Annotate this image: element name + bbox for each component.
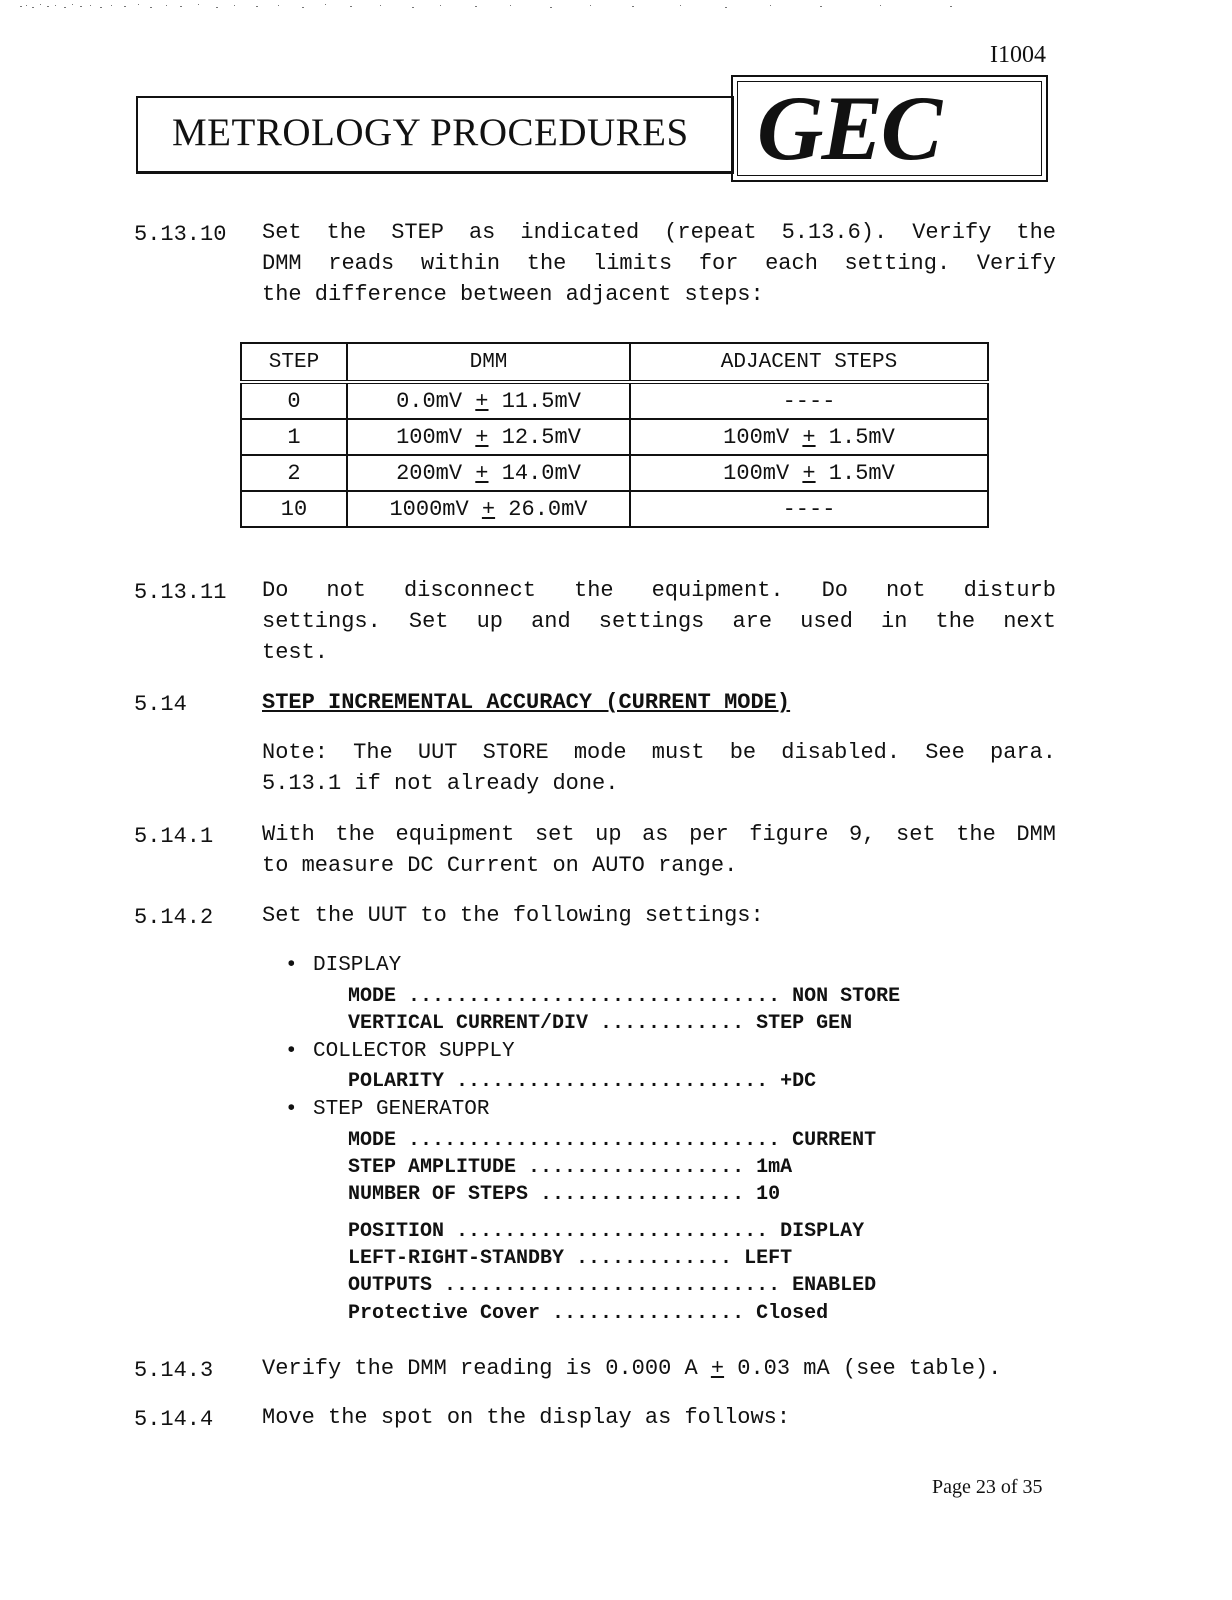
para-number: 5.13.11 <box>134 580 227 605</box>
settings-group-step-generator: • STEP GENERATOR <box>285 1098 490 1121</box>
column-header: DMM <box>347 343 630 382</box>
text-line: With the equipment set up as per figure 9, set the DMM <box>262 822 1056 847</box>
text-line: the difference between adjacent steps: <box>262 282 764 307</box>
logo-box <box>731 75 1048 182</box>
page-number: Page 23 of 35 <box>932 1476 1043 1498</box>
text-line: Set the STEP as indicated (repeat 5.13.6). Verify the <box>262 220 1056 245</box>
paragraph-5-14-4 <box>262 1402 1056 1433</box>
dmm-cell: 200mV + 14.0mV <box>347 455 630 491</box>
text-line: DMM reads within the limits for each setting. Verify <box>262 251 1056 276</box>
header-title-box <box>136 96 734 174</box>
step-accuracy-table <box>240 342 989 528</box>
setting-row: MODE ............................... NON STORE <box>348 985 901 1008</box>
setting-row: LEFT-RIGHT-STANDBY ............. LEFT <box>348 1247 793 1270</box>
paragraph-5-14-1 <box>262 819 1056 881</box>
text-line: Do not disconnect the equipment. Do not disturb <box>262 578 1056 603</box>
section-heading: STEP INCREMENTAL ACCURACY (CURRENT MODE) <box>262 690 791 715</box>
text-line: to measure DC Current on AUTO range. <box>262 853 738 878</box>
settings-group-collector: • COLLECTOR SUPPLY <box>285 1040 515 1063</box>
section-5-14 <box>262 687 1056 718</box>
setting-row: STEP AMPLITUDE .................. 1mA <box>348 1156 793 1179</box>
text-line: settings. Set up and settings are used in the next <box>262 609 1056 634</box>
para-number: 5.13.10 <box>134 222 227 247</box>
text-line: Set the UUT to the following settings: <box>262 903 764 928</box>
adjacent-cell: ---- <box>630 491 988 527</box>
paragraph-5-13-10 <box>262 217 1056 310</box>
adjacent-cell: 100mV + 1.5mV <box>630 419 988 455</box>
page-title: METROLOGY PROCEDURES <box>172 111 689 154</box>
setting-row: MODE ............................... CURRENT <box>348 1129 877 1152</box>
table-row <box>241 455 988 491</box>
note-paragraph <box>262 737 1056 799</box>
paragraph-5-14-2 <box>262 900 1056 931</box>
table-header-row <box>241 343 988 382</box>
text-line: Note: The UUT STORE mode must be disabled. See para. <box>262 740 1056 765</box>
setting-row: Protective Cover ................ Closed <box>348 1302 829 1325</box>
text-line: Move the spot on the display as follows: <box>262 1405 791 1430</box>
table-row <box>241 419 988 455</box>
table-row <box>241 491 988 527</box>
adjacent-cell: 100mV + 1.5mV <box>630 455 988 491</box>
scan-noise <box>20 2 1020 12</box>
setting-row: NUMBER OF STEPS ................. 10 <box>348 1183 781 1206</box>
para-number: 5.14.2 <box>134 905 214 930</box>
step-cell: 2 <box>241 455 347 491</box>
setting-row: POLARITY .......................... +DC <box>348 1070 817 1093</box>
text-line: test. <box>262 640 329 665</box>
gec-logo <box>747 81 1037 176</box>
para-number: 5.14.3 <box>134 1358 214 1383</box>
logo-text: GEC <box>757 81 941 176</box>
setting-row: VERTICAL CURRENT/DIV ............ STEP GEN <box>348 1012 853 1035</box>
step-cell: 1 <box>241 419 347 455</box>
dmm-cell: 100mV + 12.5mV <box>347 419 630 455</box>
paragraph-5-13-11 <box>262 575 1056 668</box>
column-header: ADJACENT STEPS <box>630 343 988 382</box>
dmm-cell: 1000mV + 26.0mV <box>347 491 630 527</box>
table-row <box>241 382 988 419</box>
text-line: 5.13.1 if not already done. <box>262 771 619 796</box>
dmm-cell: 0.0mV + 11.5mV <box>347 382 630 419</box>
text-line: Verify the DMM reading is 0.000 A + 0.03 mA (see table). <box>262 1356 1002 1381</box>
adjacent-cell: ---- <box>630 382 988 419</box>
document-id: I1004 <box>990 42 1046 68</box>
step-cell: 0 <box>241 382 347 419</box>
para-number: 5.14.1 <box>134 824 214 849</box>
para-number: 5.14.4 <box>134 1407 214 1432</box>
setting-row: POSITION .......................... DISPLAY <box>348 1220 865 1243</box>
settings-group-display: • DISPLAY <box>285 954 402 977</box>
section-number: 5.14 <box>134 692 187 717</box>
column-header: STEP <box>241 343 347 382</box>
setting-row: OUTPUTS ............................ ENABLED <box>348 1274 877 1297</box>
step-cell: 10 <box>241 491 347 527</box>
paragraph-5-14-3 <box>262 1353 1056 1384</box>
